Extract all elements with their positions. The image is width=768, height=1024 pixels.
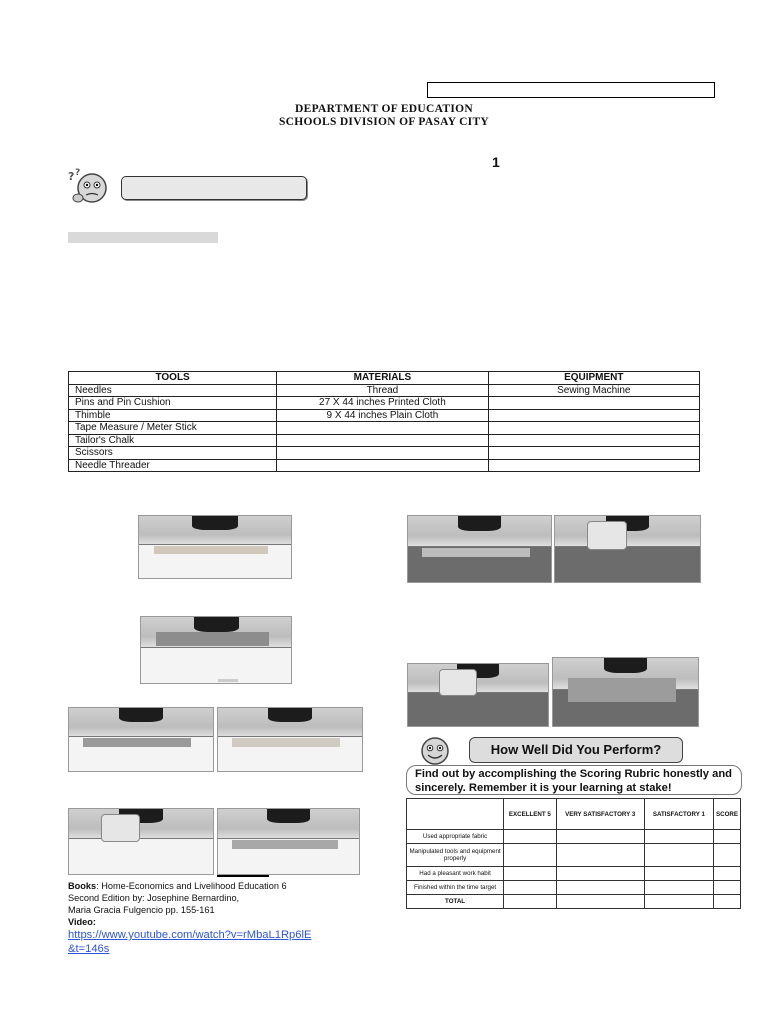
divider — [217, 875, 269, 877]
section-heading-bar — [68, 232, 218, 243]
smiling-face-icon — [412, 734, 458, 768]
table-row — [69, 422, 700, 435]
step-photo-3 — [68, 707, 214, 772]
table-cell: Thread — [277, 384, 488, 397]
video-link-cont[interactable]: &t=146s — [68, 943, 110, 955]
step-photo-2 — [140, 616, 292, 684]
step-photo-5 — [68, 808, 214, 875]
references — [68, 880, 311, 956]
table-row — [407, 844, 741, 867]
table-header — [407, 799, 504, 830]
table-cell — [277, 459, 488, 472]
video-label: Video: — [68, 917, 96, 927]
table-cell: Tape Measure / Meter Stick — [69, 422, 277, 435]
criterion-cell: Used appropriate fabric — [407, 830, 504, 844]
criterion-cell: Manipulated tools and equipment properly — [407, 844, 504, 867]
table-header: EXCELLENT 5 — [504, 799, 556, 830]
table-cell — [488, 447, 699, 460]
lesson-title-box — [121, 176, 307, 200]
table-cell: Thimble — [69, 409, 277, 422]
table-cell: 9 X 44 inches Plain Cloth — [277, 409, 488, 422]
books-label: Books — [68, 881, 97, 891]
table-cell: Needle Threader — [69, 459, 277, 472]
step-photo-9 — [407, 663, 549, 727]
table-cell: Pins and Pin Cushion — [69, 397, 277, 410]
table-cell — [488, 434, 699, 447]
table-cell: 27 X 44 inches Printed Cloth — [277, 397, 488, 410]
table-row — [69, 459, 700, 472]
divider — [218, 679, 238, 682]
table-row — [407, 895, 741, 909]
table-cell — [277, 422, 488, 435]
page-number: 1 — [492, 154, 500, 170]
table-row — [69, 384, 700, 397]
table-row — [407, 881, 741, 895]
table-row — [69, 434, 700, 447]
department-title: DEPARTMENT OF EDUCATION — [295, 103, 473, 115]
table-header: SATISFACTORY 1 — [644, 799, 713, 830]
table-cell — [488, 409, 699, 422]
table-cell: Sewing Machine — [488, 384, 699, 397]
table-header: MATERIALS — [277, 372, 488, 385]
step-photo-7 — [407, 515, 552, 583]
table-cell: Scissors — [69, 447, 277, 460]
criterion-cell: Finished within the time target — [407, 881, 504, 895]
step-photo-6 — [217, 808, 360, 875]
books-text: : Home-Economics and Livelihood Education 6 — [96, 881, 287, 891]
step-photo-4 — [217, 707, 363, 772]
table-header: TOOLS — [69, 372, 277, 385]
scoring-rubric-table — [406, 798, 741, 909]
table-cell — [488, 459, 699, 472]
table-row — [407, 867, 741, 881]
table-header: VERY SATISFACTORY 3 — [556, 799, 644, 830]
performance-title: How Well Did You Perform? — [469, 737, 683, 763]
video-link[interactable]: https://www.youtube.com/watch?v=rMbaL1Rp6lE — [68, 929, 312, 941]
step-photo-8 — [554, 515, 701, 583]
svg-text:?: ? — [75, 168, 81, 178]
table-row — [69, 447, 700, 460]
svg-text:?: ? — [68, 170, 75, 183]
total-cell: TOTAL — [407, 895, 504, 909]
table-header: SCORE — [713, 799, 740, 830]
table-header: EQUIPMENT — [488, 372, 699, 385]
table-cell — [277, 447, 488, 460]
table-cell — [488, 422, 699, 435]
performance-instruction: Find out by accomplishing the Scoring Rubric honestly and sincerely. Remember it is your learning at stake! — [406, 765, 742, 795]
table-row — [69, 409, 700, 422]
table-row — [407, 830, 741, 844]
step-photo-10 — [552, 657, 699, 727]
table-cell — [277, 434, 488, 447]
table-cell — [488, 397, 699, 410]
division-title: SCHOOLS DIVISION OF PASAY CITY — [278, 116, 490, 128]
criterion-cell: Had a pleasant work habit — [407, 867, 504, 881]
table-row — [69, 397, 700, 410]
step-photo-1 — [138, 515, 292, 579]
tools-materials-equipment-table — [68, 371, 700, 472]
books-line-3: Maria Gracia Fulgencio pp. 155-161 — [68, 905, 215, 915]
books-line-2: Second Edition by: Josephine Bernardino, — [68, 893, 240, 903]
table-cell: Needles — [69, 384, 277, 397]
name-field-box — [427, 82, 715, 98]
thinking-face-icon — [66, 168, 112, 206]
table-cell: Tailor's Chalk — [69, 434, 277, 447]
